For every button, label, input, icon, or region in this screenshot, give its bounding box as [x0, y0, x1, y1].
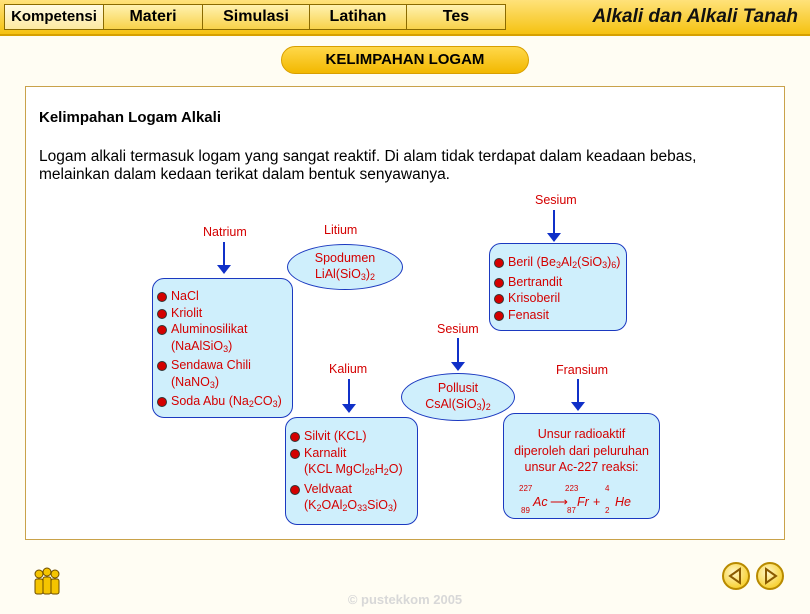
intro-paragraph: Logam alkali termasuk logam yang sangat reaktif. Di alam tidak terdapat dalam keadaan bebas, melainkan dalam kedaan terikat dalam bentuk senyawanya.	[39, 148, 697, 183]
sesium-mineral-name: Pollusit	[437, 380, 479, 395]
prev-button[interactable]	[722, 562, 750, 590]
list-item: Soda Abu $(Na_2CO_3)$	[157, 393, 292, 413]
top-bar	[0, 0, 810, 36]
fransium-text-line: Unsur radioaktif	[537, 427, 626, 441]
arrow-natrium	[217, 242, 231, 274]
nav-materi[interactable]: Materi	[103, 4, 203, 30]
list-item: Kriolit	[157, 305, 292, 322]
main-nav	[5, 4, 506, 30]
litium-mineral-ellipse	[287, 244, 403, 290]
nav-kompetensi[interactable]: Kompetensi	[4, 4, 104, 30]
ac-atomic-number: 89	[521, 505, 530, 515]
ac-symbol: Ac	[533, 494, 548, 509]
fransium-text-line: unsur Ac-227 reaksi:	[524, 460, 639, 474]
natrium-minerals-box	[152, 278, 293, 418]
reaction-arrow: ⟶	[550, 494, 568, 509]
nav-tes[interactable]: Tes	[406, 4, 506, 30]
litium-mineral-formula: $LiAl(SiO_3)_2$	[314, 266, 376, 282]
triangle-right-icon	[758, 564, 782, 588]
arrow-sesium-top	[547, 210, 561, 242]
next-button[interactable]	[756, 562, 784, 590]
content-heading: Kelimpahan Logam Alkali	[39, 109, 221, 126]
he-atomic-number: 2	[605, 505, 610, 515]
list-item: Krisoberil	[494, 290, 626, 307]
ac-mass-number: 227	[519, 483, 533, 493]
label-litium: Litium	[324, 223, 358, 237]
section-title: KELIMPAHAN LOGAM	[281, 46, 529, 74]
arrow-kalium	[342, 379, 356, 413]
list-item: Silvit (KCL)	[290, 428, 417, 445]
label-kalium: Kalium	[329, 362, 368, 376]
list-item: Bertrandit	[494, 274, 626, 291]
label-natrium: Natrium	[203, 225, 247, 239]
litium-mineral-name: Spodumen	[314, 250, 376, 265]
triangle-left-icon	[724, 564, 748, 588]
arrow-sesium-mid	[451, 338, 465, 371]
list-item: Beril $(Be_3Al_2(SiO_3)_6)$	[494, 254, 626, 274]
kalium-minerals-box	[285, 417, 418, 525]
sesium-minerals-box	[489, 243, 627, 331]
nuclear-equation	[504, 482, 659, 516]
nav-simulasi[interactable]: Simulasi	[202, 4, 310, 30]
footer-copyright: © pustekkom 2005	[347, 592, 463, 607]
label-sesium-top: Sesium	[535, 193, 577, 207]
app-title: Alkali dan Alkali Tanah	[592, 6, 798, 27]
sesium-mineral-formula: $CsAl(SiO_3)_2$	[425, 396, 491, 412]
fr-symbol: Fr	[577, 494, 589, 509]
label-sesium-mid: Sesium	[437, 322, 479, 336]
list-item: Aluminosilikat (NaAlSiO$_3$)	[157, 321, 292, 357]
sesium-mineral-ellipse	[401, 373, 515, 421]
fr-atomic-number: 87	[567, 505, 576, 515]
nav-latihan[interactable]: Latihan	[309, 4, 407, 30]
fransium-text-line: diperoleh dari peluruhan	[514, 443, 649, 458]
fransium-box	[503, 413, 660, 519]
he-mass-number: 4	[605, 483, 610, 493]
list-item: Karnalit (KCL $MgCl_{26}H_2O$)	[290, 445, 417, 481]
plus-sign: +	[593, 494, 601, 509]
label-fransium: Fransium	[556, 363, 609, 377]
list-item: NaCl	[157, 288, 292, 305]
list-item: Fenasit	[494, 307, 626, 324]
list-item: Sendawa Chili (NaNO$_3$)	[157, 357, 292, 393]
he-symbol: He	[615, 494, 631, 509]
arrow-fransium	[571, 379, 585, 411]
list-item: Veldvaat $(K_2OAl_2O_{33}SiO_3)$	[290, 481, 417, 517]
fr-mass-number: 223	[565, 483, 579, 493]
